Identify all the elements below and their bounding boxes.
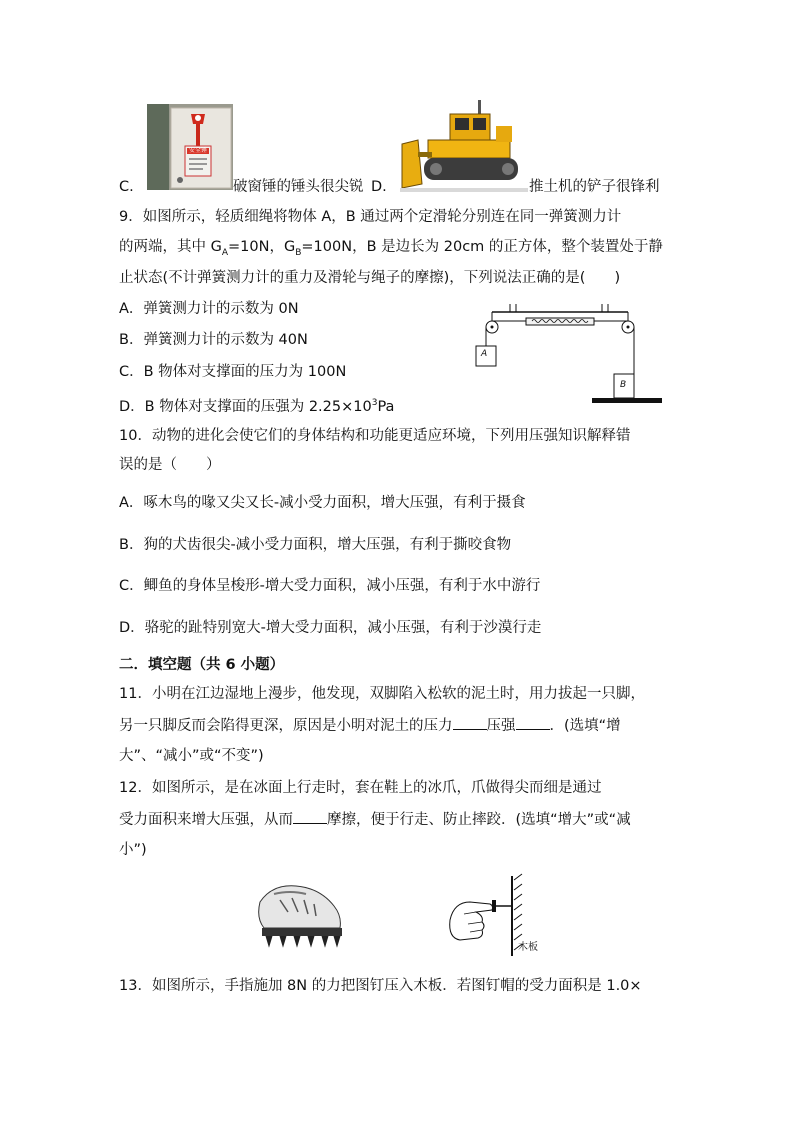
q12-blank-1[interactable] [293, 809, 327, 824]
q9-line-3: 止状态(不计弹簧测力计的重力及滑轮与绳子的摩擦)，下列说法正确的是( ) [119, 270, 621, 286]
hammer-sign-text: 安全锤 [188, 147, 207, 154]
q9-option-c: C．B 物体对支撑面的压力为 100N [119, 364, 347, 380]
q8-option-d-letter: D. [371, 179, 387, 195]
block-b-label: B [620, 380, 627, 390]
q8-option-d-text: 推土机的铲子很锋利 [529, 179, 660, 195]
q8-options-row [119, 177, 660, 197]
q10-option-c: C．鲫鱼的身体呈梭形-增大受力面积，减小压强，有利于水中游行 [119, 578, 541, 594]
block-a-label: A [481, 349, 488, 359]
q11-line-2: 另一只脚反而会陷得更深，原因是小明对泥土的压力 压强 ．(选填“增 [119, 715, 621, 736]
q10-option-d: D．骆驼的趾特别宽大-增大受力面积，减小压强，有利于沙漠行走 [119, 620, 542, 636]
q12-line-1: 12．如图所示，是在冰面上行走时，套在鞋上的冰爪，爪做得尖而细是通过 [119, 780, 602, 796]
pulley-spring-scale-diagram [470, 298, 670, 410]
safety-hammer-image [147, 104, 233, 190]
q11-blank-1[interactable] [453, 715, 487, 730]
section-title-fill-in: 二．填空题（共 6 小题） [119, 657, 285, 673]
crampon-shoe-image [250, 872, 346, 958]
q8-option-c-letter: C. [119, 179, 134, 195]
q13-line-1: 13．如图所示，手指施加 8N 的力把图钉压入木板．若图钉帽的受力面积是 1.0× [119, 978, 642, 994]
q8-option-c-text: 破窗锤的锤头很尖锐 [233, 179, 364, 195]
q11-line-1: 11．小明在江边湿地上漫步，他发现，双脚陷入松软的泥土时，用力拔起一只脚， [119, 686, 645, 702]
q10-option-b: B．狗的犬齿很尖-减小受力面积，增大压强，有利于撕咬食物 [119, 537, 512, 553]
board-label: 木板 [518, 942, 538, 953]
bulldozer-image [400, 100, 528, 192]
q9-option-a: A．弹簧测力计的示数为 0N [119, 301, 299, 317]
q9-line-2: 的两端，其中 $G_A=10N$，$G_B=100N$，B 是边长为 20cm 的正方体，整个装置处于静 [119, 239, 663, 258]
q12-line-3: 小”) [119, 842, 147, 858]
q9-option-b: B．弹簧测力计的示数为 40N [119, 332, 308, 348]
q10-line-1: 10．动物的进化会使它们的身体结构和功能更适应环境，下列用压强知识解释错 [119, 428, 631, 444]
thumbtack-hand-diagram [440, 872, 550, 958]
q9-option-d: D．B 物体对支撑面的压强为 $2.25\times 10^3Pa$ [119, 398, 395, 415]
q12-line-2: 受力面积来增大压强，从而 摩擦，便于行走、防止摔跤．(选填“增大”或“减 [119, 809, 631, 830]
q10-option-a: A．啄木鸟的喙又尖又长-减小受力面积，增大压强，有利于摄食 [119, 495, 526, 511]
q11-blank-2[interactable] [516, 715, 550, 730]
q11-line-3: 大”、“减小”或“不变”) [119, 748, 264, 764]
q10-line-2: 误的是（ ） [119, 457, 221, 473]
q9-line-1: 9．如图所示，轻质细绳将物体 A，B 通过两个定滑轮分别连在同一弹簧测力计 [119, 209, 622, 225]
